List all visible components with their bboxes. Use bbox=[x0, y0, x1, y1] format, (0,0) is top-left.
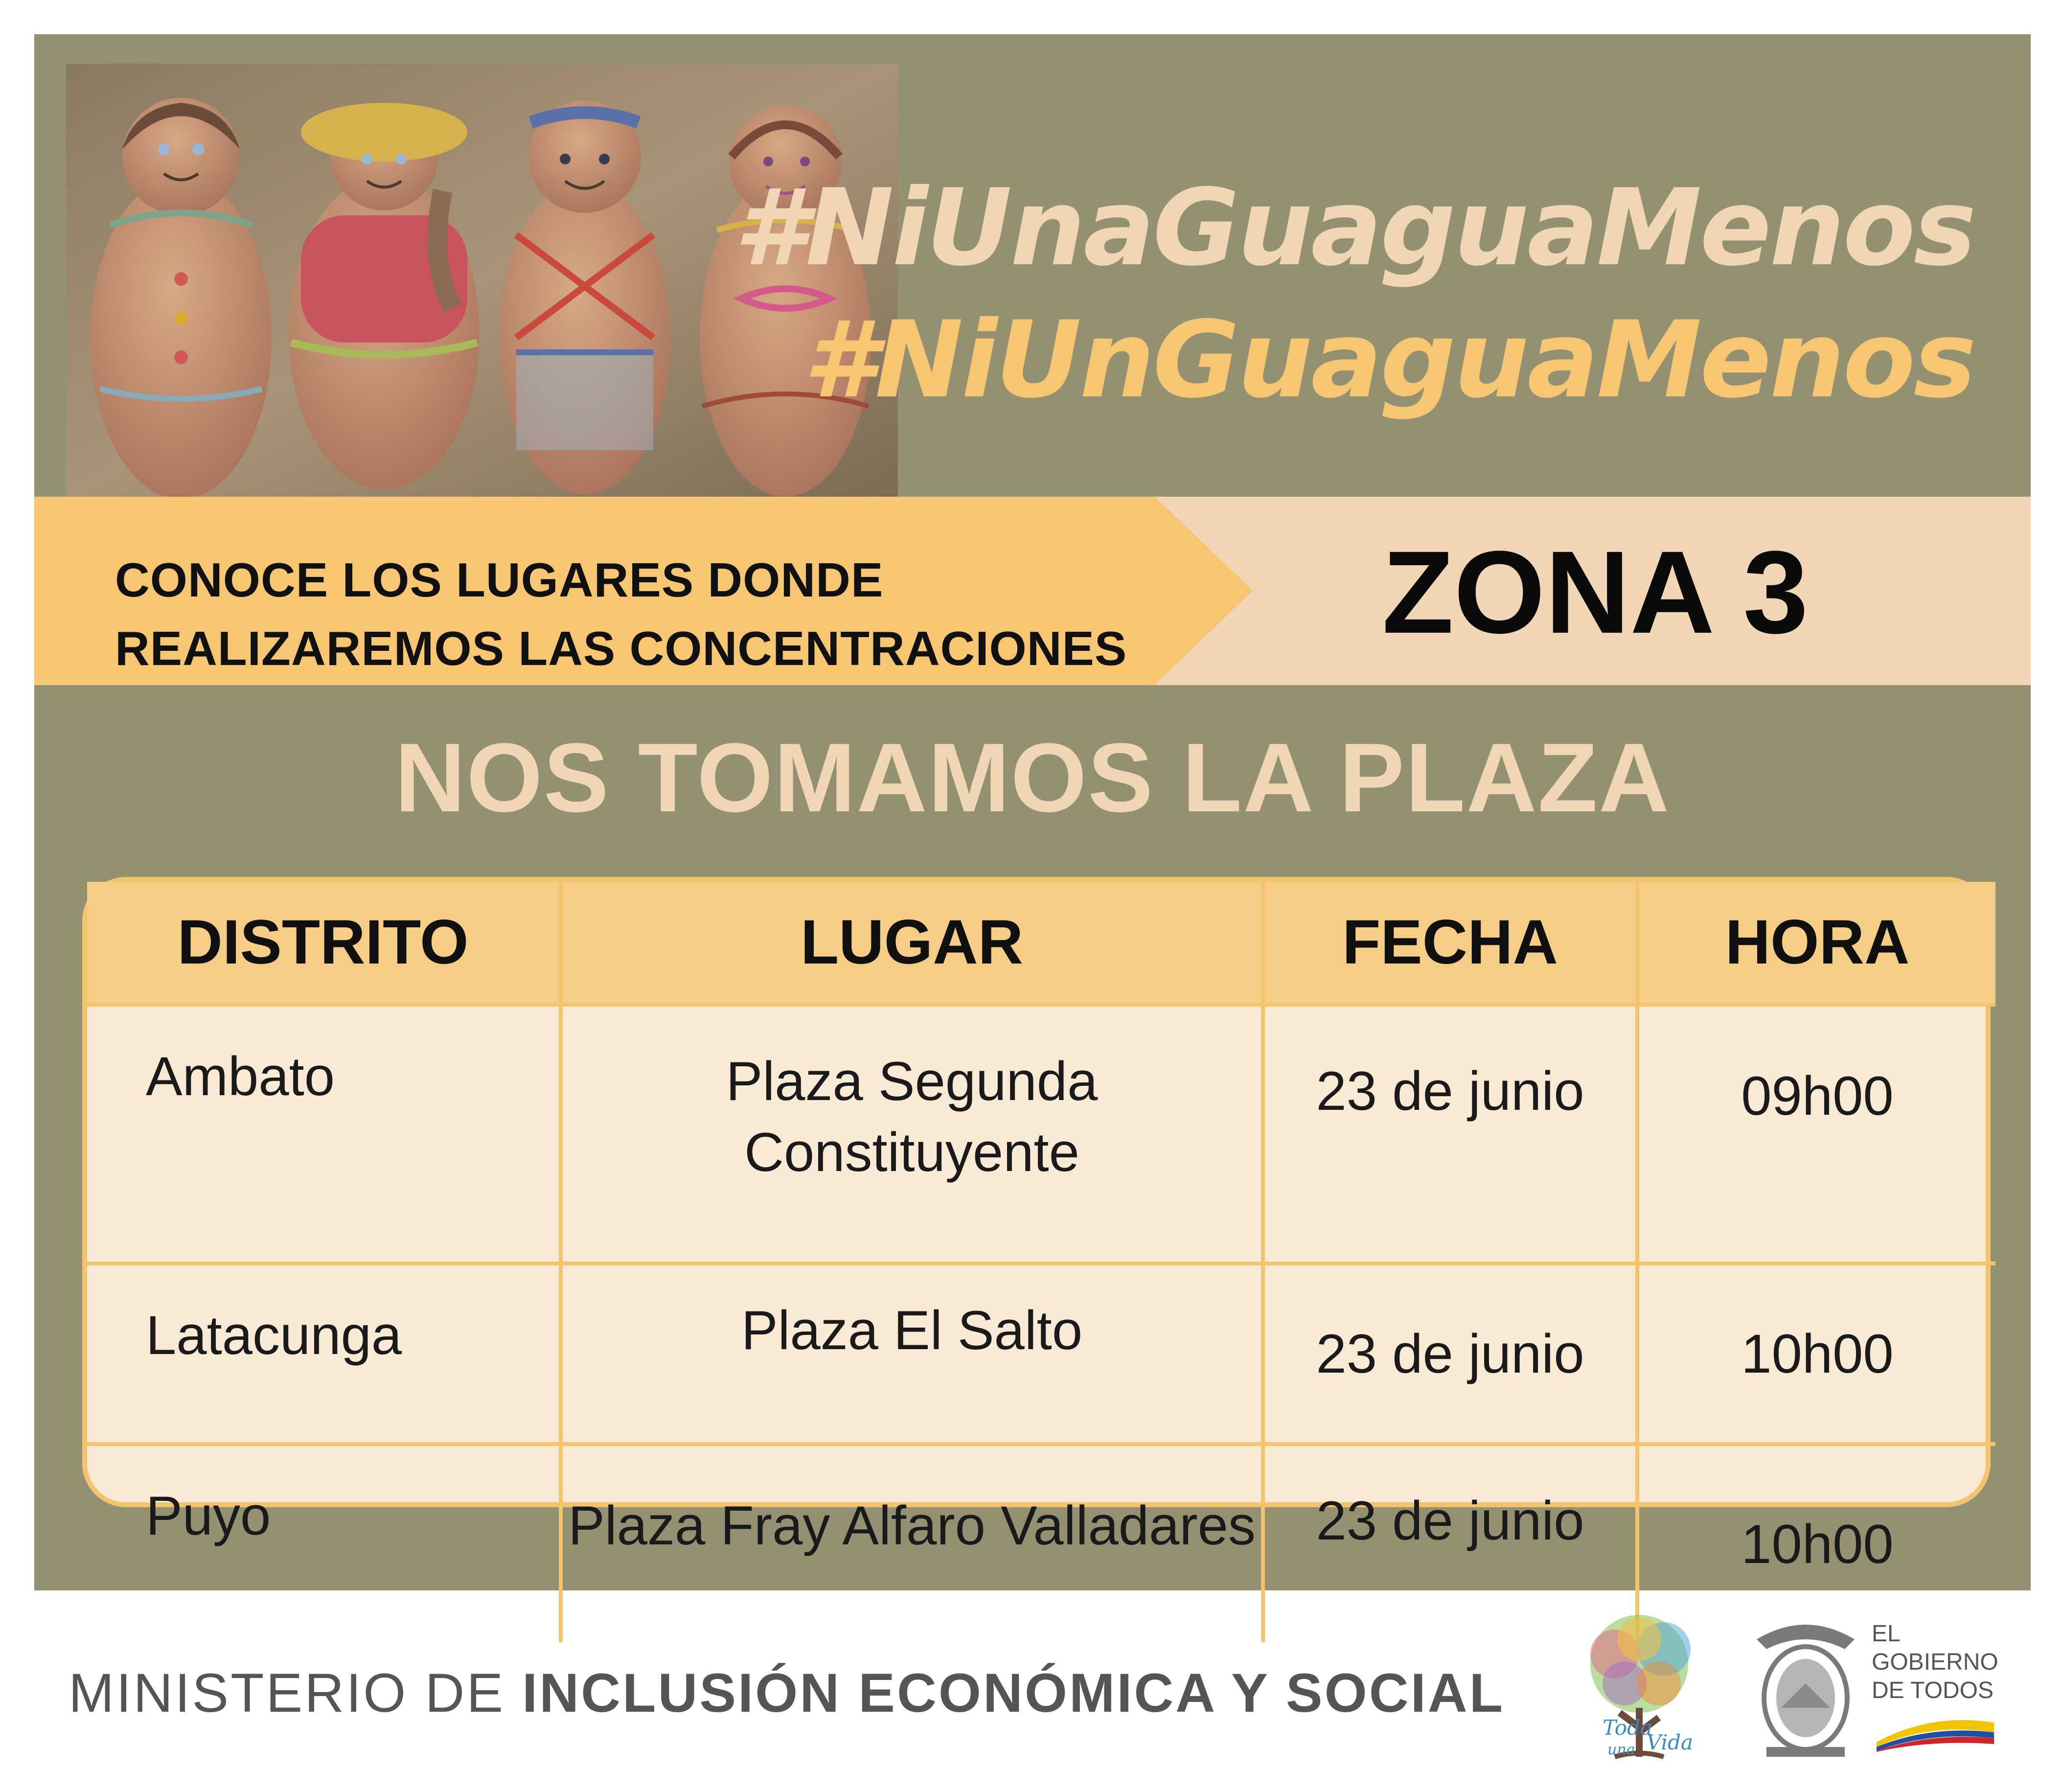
place-line-2: Constituyente bbox=[744, 1122, 1079, 1183]
header-place: LUGAR bbox=[561, 882, 1263, 1005]
cell-time: 10h00 bbox=[1637, 1264, 1995, 1444]
place-line-1: Plaza Segunda bbox=[726, 1051, 1098, 1112]
header-time: HORA bbox=[1637, 882, 1995, 1005]
banner-line-2: REALIZAREMOS LAS CONCENTRACIONES bbox=[115, 621, 1127, 675]
table-row bbox=[87, 1264, 1995, 1444]
flag-stripe-icon bbox=[1872, 1713, 1999, 1752]
cell-time: 10h00 bbox=[1637, 1444, 1995, 1642]
hashtag-secondary: #NiUnGuaguaMenos bbox=[803, 299, 1974, 421]
cell-place bbox=[561, 1005, 1263, 1264]
header-district: DISTRITO bbox=[87, 882, 561, 1005]
cell-time: 09h00 bbox=[1637, 1005, 1995, 1264]
ministry-name-bold: INCLUSIÓN ECONÓMICA Y SOCIAL bbox=[522, 1662, 1505, 1723]
table-header-row bbox=[87, 882, 1995, 1005]
gov-line-1: EL bbox=[1872, 1621, 1901, 1647]
ministry-name bbox=[69, 1661, 1505, 1724]
ecuador-coat-of-arms bbox=[1747, 1610, 1864, 1767]
gov-line-2: GOBIERNO bbox=[1872, 1649, 1998, 1675]
svg-text:una: una bbox=[1607, 1741, 1635, 1758]
schedule-table bbox=[82, 877, 1991, 1575]
place-line-1: Plaza El Salto bbox=[741, 1300, 1083, 1361]
cell-date: 23 de junio bbox=[1263, 1005, 1637, 1264]
subtitle: NOS TOMAMOS LA PLAZA bbox=[394, 723, 1671, 832]
cell-district: Puyo bbox=[87, 1444, 561, 1642]
cell-date: 23 de junio bbox=[1263, 1444, 1637, 1642]
banner-line-1: CONOCE LOS LUGARES DONDE bbox=[115, 553, 884, 607]
cell-date: 23 de junio bbox=[1263, 1264, 1637, 1444]
place-line-1: Plaza Fray Alfaro Valladares bbox=[568, 1495, 1256, 1556]
ministry-name-light: MINISTERIO DE bbox=[69, 1662, 523, 1723]
table-row bbox=[87, 1005, 1995, 1264]
gov-line-3: DE TODOS bbox=[1872, 1677, 1994, 1703]
svg-text:Toda: Toda bbox=[1603, 1716, 1652, 1740]
header-date: FECHA bbox=[1263, 882, 1637, 1005]
cell-district: Latacunga bbox=[87, 1264, 561, 1444]
cell-place bbox=[561, 1444, 1263, 1642]
svg-text:Vida: Vida bbox=[1647, 1730, 1693, 1754]
poster bbox=[34, 34, 2031, 1590]
hashtag-primary: #NiUnaGuaguaMenos bbox=[734, 166, 1974, 289]
cell-place bbox=[561, 1264, 1263, 1444]
gobierno-de-todos-logo bbox=[1872, 1620, 1999, 1767]
banner-call-to-action bbox=[115, 546, 1127, 683]
toda-una-vida-logo bbox=[1566, 1610, 1713, 1771]
zone-banner bbox=[34, 497, 2031, 685]
cell-district: Ambato bbox=[87, 1005, 561, 1264]
zone-label: ZONA 3 bbox=[1382, 527, 1809, 658]
